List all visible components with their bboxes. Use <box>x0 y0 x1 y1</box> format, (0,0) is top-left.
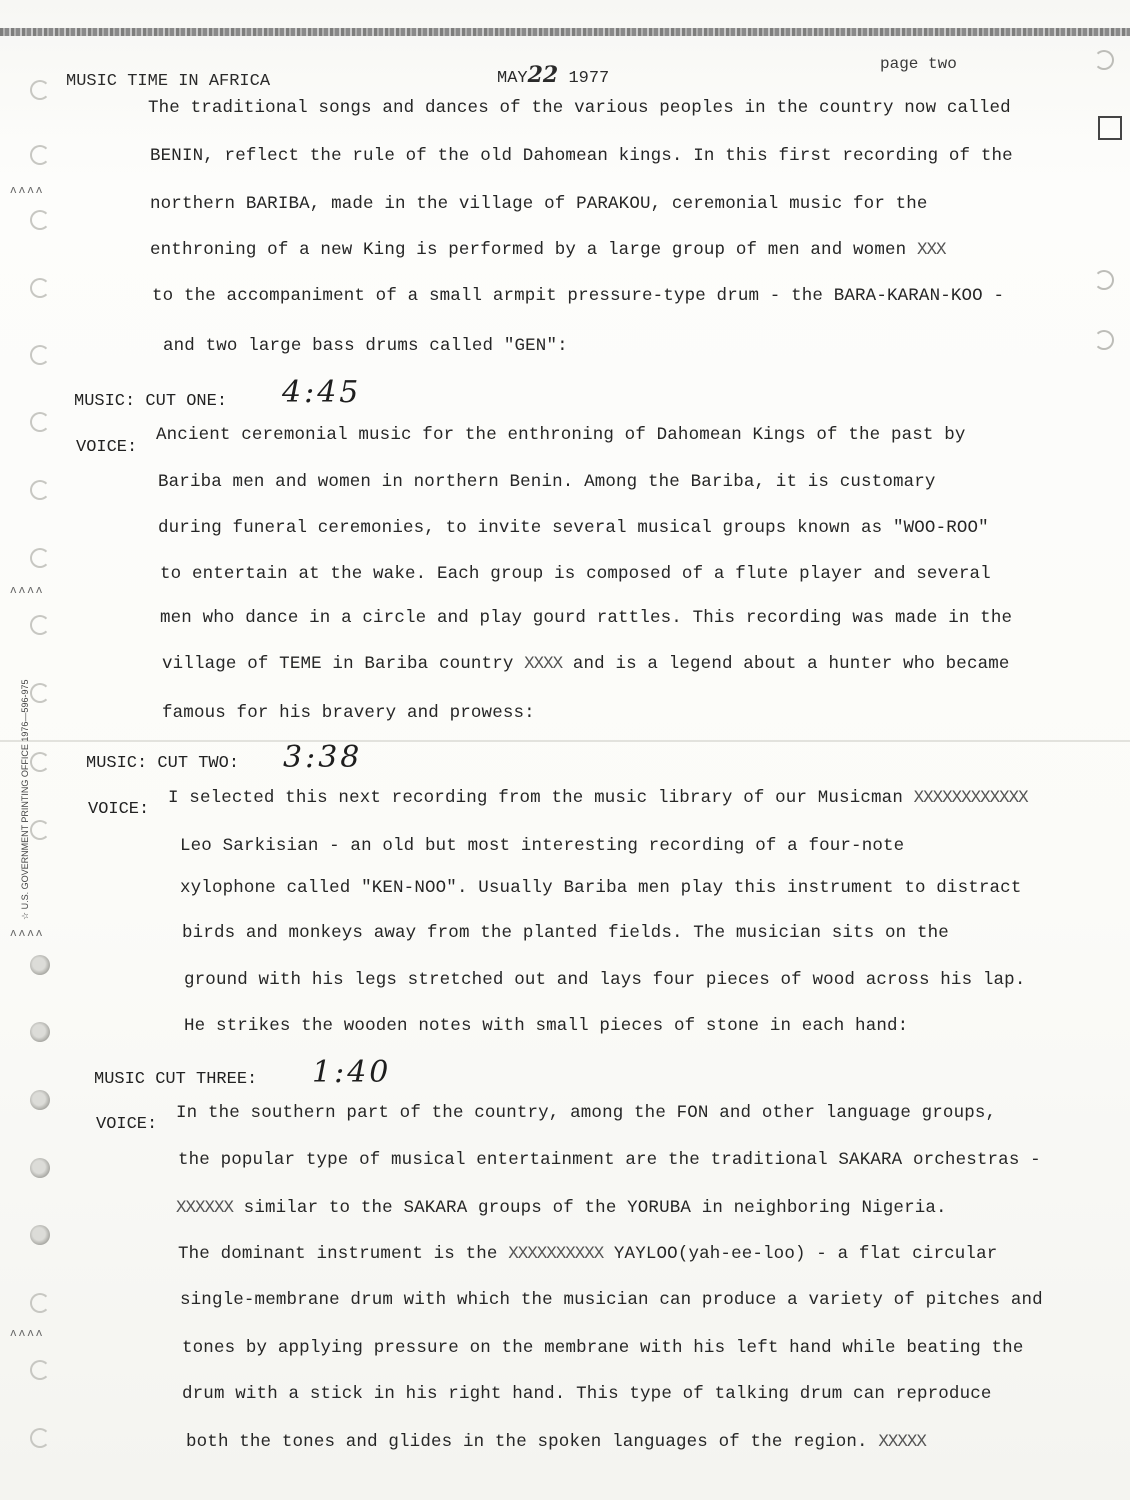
fold-line <box>0 740 1130 742</box>
gpo-margin-stamp: ☆ U.S. GOVERNMENT PRINTING OFFICE 1976—596-975 <box>20 679 30 920</box>
voice-three-line: the popular type of musical entertainment are the traditional SAKARA orchestras - <box>178 1150 1041 1170</box>
cut-three-label: MUSIC CUT THREE: <box>94 1070 258 1089</box>
voice-one-line <box>162 654 1010 674</box>
voice-one-line: during funeral ceremonies, to invite several musical groups known as "WOO-ROO" <box>158 518 989 538</box>
punch-hole <box>30 683 50 703</box>
punch-hole <box>30 1158 50 1178</box>
voice-two-line: He strikes the wooden notes with small pieces of stone in each hand: <box>184 1016 909 1036</box>
voice-three-line: single-membrane drum with which the musician can produce a variety of pitches and <box>180 1290 1043 1310</box>
punch-hole <box>30 1225 50 1245</box>
intro-line: northern BARIBA, made in the village of PARAKOU, ceremonial music for the <box>150 194 928 214</box>
punch-hole <box>30 1090 50 1110</box>
punch-hole <box>30 615 50 635</box>
date-day-handwritten: 22 <box>527 62 559 88</box>
date-year: 1977 <box>568 69 610 88</box>
voice-one-line: men who dance in a circle and play gourd rattles. This recording was made in the <box>160 608 1013 628</box>
punch-hole <box>1094 270 1114 290</box>
edge-marks: ʌʌʌʌ <box>10 185 45 197</box>
voice-two-line-text: I selected this next recording from the music library of our Musicman <box>168 788 903 808</box>
voice-one-line: Bariba men and women in northern Benin. Among the Bariba, it is customary <box>158 472 936 492</box>
voice-one-line-tail: and is a legend about a hunter who became <box>572 654 1010 674</box>
punch-hole <box>30 752 50 772</box>
punch-hole <box>30 345 50 365</box>
intro-line: to the accompaniment of a small armpit pressure-type drum - the BARA-KARAN-KOO - <box>152 286 1005 306</box>
punch-hole <box>1094 50 1114 70</box>
punch-hole <box>30 480 50 500</box>
struck-out-text: XXXXXXXXXX <box>508 1244 604 1264</box>
voice-three-line: tones by applying pressure on the membrane with his left hand while beating the <box>182 1338 1024 1358</box>
punch-hole <box>30 80 50 100</box>
voice-two-line: Leo Sarkisian - an old but most interesting recording of a four-note <box>180 836 905 856</box>
voice-three-line <box>178 1244 997 1264</box>
voice-three-line <box>186 1432 926 1452</box>
corner-checkbox-mark <box>1098 116 1122 140</box>
intro-line-text: enthroning of a new King is performed by a large group of men and women <box>150 240 907 260</box>
voice-two-line: birds and monkeys away from the planted fields. The musician sits on the <box>182 923 949 943</box>
struck-out-text: XXXX <box>524 654 563 674</box>
voice-three-line: In the southern part of the country, among the FON and other language groups, <box>176 1103 997 1123</box>
voice-three-line: drum with a stick in his right hand. This type of talking drum can reproduce <box>182 1384 992 1404</box>
voice-one-line-text: village of TEME in Bariba country <box>162 654 514 674</box>
voice-one-line: to entertain at the wake. Each group is composed of a flute player and several <box>160 564 991 584</box>
punch-hole <box>1094 330 1114 350</box>
voice-three-line-text: both the tones and glides in the spoken languages of the region. <box>186 1432 868 1452</box>
torn-top-edge <box>0 28 1130 36</box>
voice-two-label: VOICE: <box>88 800 150 819</box>
punch-hole <box>30 412 50 432</box>
punch-hole <box>30 1022 50 1042</box>
struck-out-text: XXXXXX <box>176 1198 234 1218</box>
struck-out-text: XXXXX <box>878 1432 926 1452</box>
cut-two-label: MUSIC: CUT TWO: <box>86 754 240 773</box>
voice-one-line: Ancient ceremonial music for the enthroning of Dahomean Kings of the past by <box>156 425 966 445</box>
voice-two-line: ground with his legs stretched out and lays four pieces of wood across his lap. <box>184 970 1026 990</box>
punch-hole <box>30 1293 50 1313</box>
intro-line: and two large bass drums called "GEN": <box>163 336 568 356</box>
voice-one-label: VOICE: <box>76 438 138 457</box>
punch-hole <box>30 955 50 975</box>
program-title: MUSIC TIME IN AFRICA <box>66 72 271 91</box>
edge-marks: ʌʌʌʌ <box>10 928 45 940</box>
voice-one-line: famous for his bravery and prowess: <box>162 703 535 723</box>
voice-three-line-text: similar to the SAKARA groups of the YORUBA in neighboring Nigeria. <box>243 1198 947 1218</box>
voice-three-line-tail: YAYLOO(yah-ee-loo) - a flat circular <box>613 1244 998 1264</box>
cut-two-time: 3:38 <box>283 740 363 775</box>
voice-three-label: VOICE: <box>96 1115 158 1134</box>
date-month: MAY <box>497 69 528 88</box>
struck-out-text: XXXXXXXXXXXX <box>913 788 1028 808</box>
cut-one-time: 4:45 <box>282 375 362 410</box>
cut-one-label: MUSIC: CUT ONE: <box>74 392 228 411</box>
punch-hole <box>30 1360 50 1380</box>
voice-two-line <box>168 788 1028 808</box>
document-date <box>497 62 609 88</box>
voice-two-line: xylophone called "KEN-NOO". Usually Bariba men play this instrument to distract <box>180 878 1022 898</box>
punch-hole <box>30 210 50 230</box>
cut-three-time: 1:40 <box>312 1055 392 1090</box>
page-number: page two <box>880 55 957 73</box>
punch-hole <box>30 1428 50 1448</box>
punch-hole <box>30 548 50 568</box>
intro-line: The traditional songs and dances of the various peoples in the country now called <box>148 98 1011 118</box>
punch-hole <box>30 278 50 298</box>
intro-line: BENIN, reflect the rule of the old Dahomean kings. In this first recording of the <box>150 146 1013 166</box>
punch-hole <box>30 820 50 840</box>
voice-three-line-text: The dominant instrument is the <box>178 1244 498 1264</box>
struck-out-text: XXX <box>916 240 946 260</box>
edge-marks: ʌʌʌʌ <box>10 585 45 597</box>
intro-line <box>150 240 945 260</box>
voice-three-line <box>176 1198 947 1218</box>
edge-marks: ʌʌʌʌ <box>10 1328 45 1340</box>
punch-hole <box>30 145 50 165</box>
